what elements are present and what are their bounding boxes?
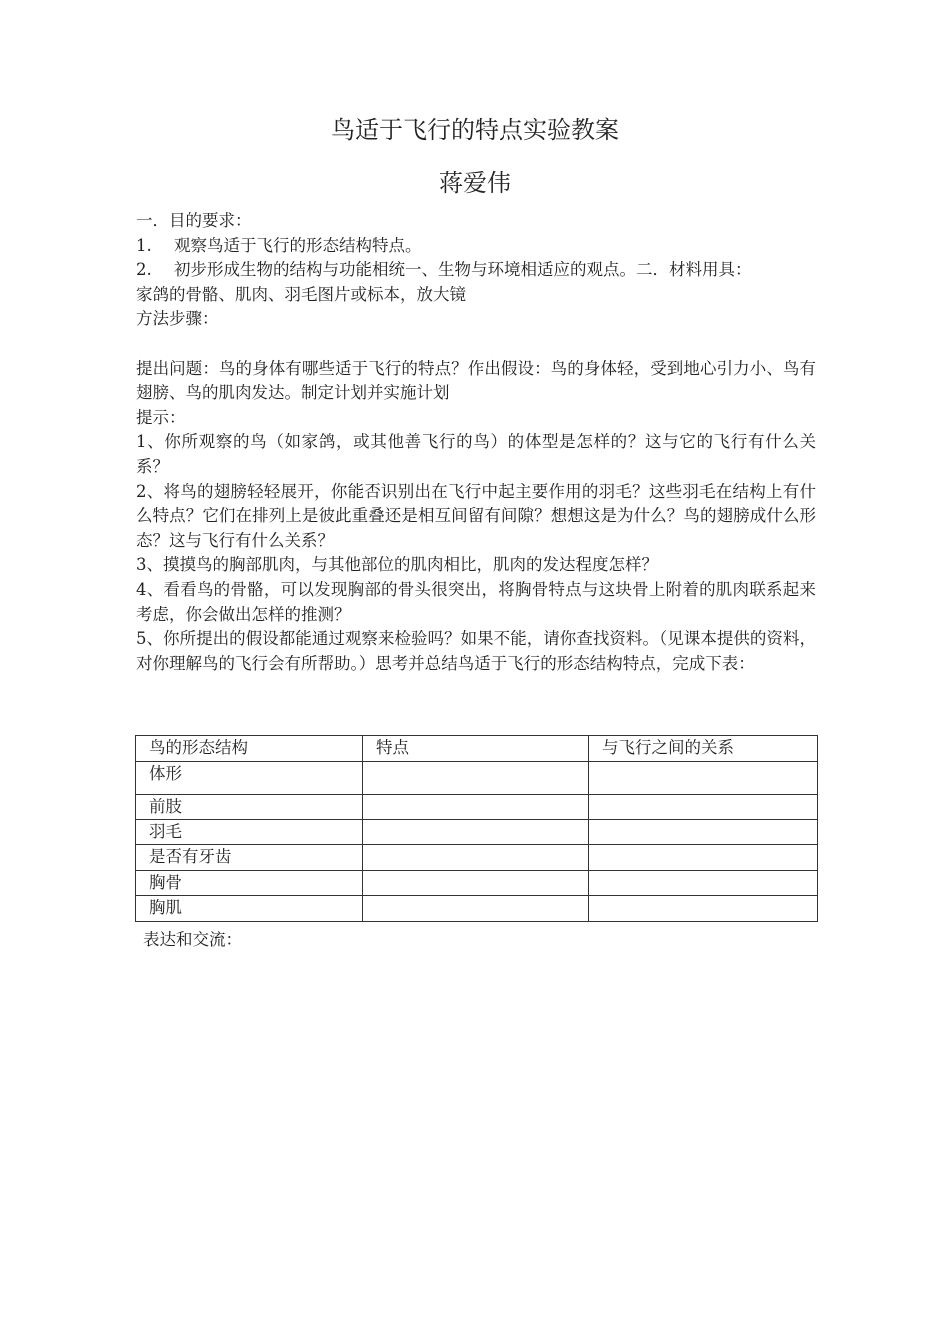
- goal-item-2: [136, 258, 816, 283]
- question-paragraph: 提出问题：鸟的身体有哪些适于飞行的特点？作出假设：鸟的身体轻，受到地心引力小、鸟有翅膀、鸟的肌肉发达。制定计划并实施计划: [136, 358, 816, 403]
- table-row: [136, 871, 818, 896]
- table-cell: [589, 896, 818, 922]
- table-cell: 胸骨: [136, 871, 363, 896]
- table-cell: 前肢: [136, 795, 363, 820]
- table-cell: [589, 762, 818, 795]
- table-header-cell: 与飞行之间的关系: [589, 736, 818, 762]
- table-row: [136, 896, 818, 922]
- hint-item: 3、摸摸鸟的胸部肌肉，与其他部位的肌肉相比，肌肉的发达程度怎样？: [136, 555, 658, 575]
- table-cell: 羽毛: [136, 820, 363, 845]
- goal-item-2-text: 初步形成生物的结构与功能相统一、生物与环境相适应的观点。二．材料用具：: [174, 260, 752, 280]
- table-header-cell: 鸟的形态结构: [136, 736, 363, 762]
- hint-item: 4、看看鸟的骨骼，可以发现胸部的骨头很突出，将胸骨特点与这块骨上附着的肌肉联系起来考虑，你会做出怎样的推测？: [136, 579, 816, 624]
- hint-heading: 提示：: [136, 407, 186, 427]
- document-author: 蒋爱伟: [439, 169, 511, 197]
- table-header-cell: 特点: [363, 736, 589, 762]
- goal-item-2-number: 2.: [136, 260, 152, 280]
- observation-table: [135, 735, 818, 922]
- table-cell: 胸肌: [136, 896, 363, 922]
- table-cell: [363, 820, 589, 845]
- table-cell: [589, 871, 818, 896]
- hint-item: 5、你所提出的假设都能通过观察来检验吗？如果不能，请你查找资料。（见课本提供的资料，对你理解鸟的飞行会有所帮助。）思考并总结鸟适于飞行的形态结构特点，完成下表：: [136, 629, 816, 673]
- hint-item: 1、你所观察的鸟（如家鸽，或其他善飞行的鸟）的体型是怎样的？这与它的飞行有什么关系？: [136, 432, 816, 476]
- table-cell: [363, 762, 589, 795]
- table-cell: [589, 795, 818, 820]
- table-cell: [363, 896, 589, 922]
- table-header-row: [136, 736, 818, 762]
- materials-text: 家鸽的骨骼、肌肉、羽毛图片或标本，放大镜: [136, 284, 466, 304]
- goal-item-1-number: 1.: [136, 235, 152, 255]
- method-heading: 方法步骤：: [136, 309, 219, 329]
- table-cell: [363, 871, 589, 896]
- table-cell: [363, 795, 589, 820]
- goal-heading: 一．目的要求：: [136, 211, 252, 230]
- document-title: 鸟适于飞行的特点实验教案: [331, 116, 619, 144]
- table-row: [136, 762, 818, 795]
- table-cell: [363, 845, 589, 871]
- goal-item-1-text: 观察鸟适于飞行的形态结构特点。: [174, 235, 422, 255]
- closing-heading: 表达和交流：: [143, 930, 242, 949]
- table-row: [136, 845, 818, 871]
- table-row: [136, 820, 818, 845]
- table-row: [136, 795, 818, 820]
- table-cell: 体形: [136, 762, 363, 795]
- table-cell: [589, 845, 818, 871]
- table-cell: 是否有牙齿: [136, 845, 363, 871]
- goal-item-1: [136, 234, 816, 259]
- table-cell: [589, 820, 818, 845]
- document-body: [136, 209, 816, 676]
- hint-item: 2、将鸟的翅膀轻轻展开，你能否识别出在飞行中起主要作用的羽毛？这些羽毛在结构上有什么特点？它们在排列上是彼此重叠还是相互间留有间隙？想想这是为什么？鸟的翅膀成什么形态？这与飞行有什么关系？: [136, 481, 816, 550]
- blank-line: [136, 332, 816, 357]
